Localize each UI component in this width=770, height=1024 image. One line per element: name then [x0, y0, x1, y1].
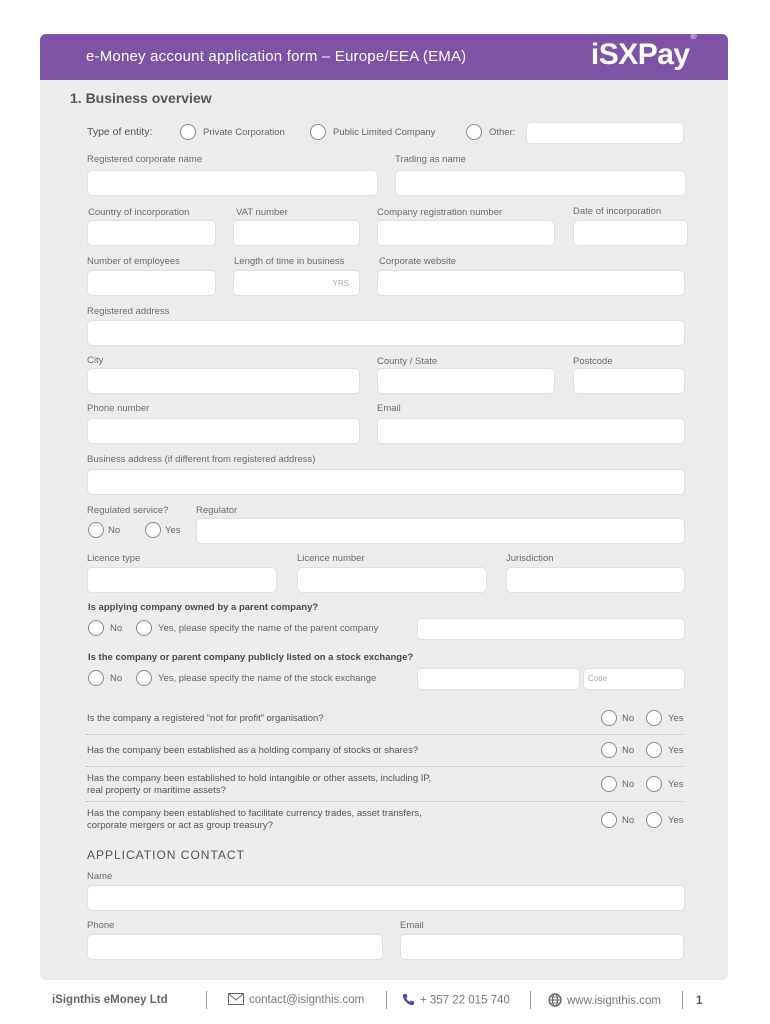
city-field[interactable]	[87, 368, 360, 394]
trading-name-label: Trading as name	[395, 154, 466, 165]
licence-number-label: Licence number	[297, 553, 365, 564]
option-label: No	[622, 779, 635, 790]
stock-exchange-field[interactable]	[417, 668, 580, 690]
time-business-field[interactable]: YRS	[233, 270, 360, 296]
treasury-yes-radio[interactable]	[646, 812, 662, 828]
option-label: No	[622, 713, 635, 724]
trading-name-field[interactable]	[395, 170, 686, 196]
company-reg-field[interactable]	[377, 220, 555, 246]
option-label: Yes, please specify the name of the stock exchange	[158, 673, 377, 684]
vat-field[interactable]	[233, 220, 360, 246]
contact-name-field[interactable]	[87, 885, 685, 911]
parent-no-radio[interactable]	[88, 620, 104, 636]
page-number: 1	[696, 995, 703, 1007]
county-field[interactable]	[377, 368, 555, 394]
footer-website[interactable]: www.isignthis.com	[548, 994, 661, 1008]
jurisdiction-field[interactable]	[506, 567, 685, 593]
treasury-question-line1: Has the company been established to facilitate currency trades, asset transfers,	[87, 808, 422, 819]
regulated-no-radio[interactable]	[88, 522, 104, 538]
footer-company: iSignthis eMoney Ltd	[52, 994, 168, 1006]
contact-email-label: Email	[400, 920, 424, 931]
contact-phone-field[interactable]	[87, 934, 383, 960]
section-title: 1. Business overview	[70, 90, 212, 106]
contact-phone-label: Phone	[87, 920, 115, 931]
holding-yes-radio[interactable]	[646, 742, 662, 758]
option-label: Yes	[668, 779, 684, 790]
globe-icon	[548, 993, 562, 1007]
entity-type-label: Type of entity:	[87, 126, 153, 138]
phone-field[interactable]	[87, 418, 360, 444]
reg-address-field[interactable]	[87, 320, 685, 346]
city-label: City	[87, 355, 104, 366]
regulated-yes-radio[interactable]	[145, 522, 161, 538]
footer-separator	[530, 991, 531, 1009]
website-field[interactable]	[377, 270, 685, 296]
option-label: No	[110, 623, 123, 634]
option-label: Private Corporation	[203, 127, 285, 138]
country-label: Country of incorporation	[88, 207, 190, 218]
postcode-field[interactable]	[573, 368, 685, 394]
contact-email-field[interactable]	[400, 934, 684, 960]
radio-private-corporation[interactable]	[180, 124, 196, 140]
email-label: Email	[377, 403, 401, 414]
assets-yes-radio[interactable]	[646, 776, 662, 792]
phone-label: Phone number	[87, 403, 150, 414]
employees-field[interactable]	[87, 270, 216, 296]
website-label: Corporate website	[379, 256, 457, 267]
footer-separator	[386, 991, 387, 1009]
option-label: Other:	[489, 127, 516, 138]
footer-separator	[682, 991, 683, 1009]
option-label: Yes	[165, 525, 181, 536]
regulated-label: Regulated service?	[87, 505, 169, 516]
option-label: Yes	[668, 815, 684, 826]
nfp-yes-radio[interactable]	[646, 710, 662, 726]
form-title: e-Money account application form – Europe/EEA (EMA)	[86, 48, 467, 65]
assets-no-radio[interactable]	[601, 776, 617, 792]
footer-email[interactable]: contact@isignthis.com	[228, 994, 364, 1006]
licence-type-label: Licence type	[87, 553, 141, 564]
option-label: No	[622, 745, 635, 756]
footer-phone[interactable]: + 357 22 015 740	[402, 994, 510, 1007]
contact-name-label: Name	[87, 871, 113, 882]
option-label: Yes	[668, 745, 684, 756]
company-reg-label: Company registration number	[377, 207, 503, 218]
regulator-label: Regulator	[196, 505, 238, 516]
parent-question: Is applying company owned by a parent company?	[88, 602, 319, 613]
parent-company-field[interactable]	[417, 618, 685, 640]
registered-name-field[interactable]	[87, 170, 378, 196]
footer	[0, 990, 770, 1014]
listed-question: Is the company or parent company publicly listed on a stock exchange?	[88, 652, 414, 663]
date-inc-label: Date of incorporation	[573, 206, 662, 217]
regulator-field[interactable]	[196, 518, 685, 544]
parent-yes-radio[interactable]	[136, 620, 152, 636]
divider	[86, 801, 684, 802]
divider	[86, 766, 684, 767]
nfp-no-radio[interactable]	[601, 710, 617, 726]
listed-yes-radio[interactable]	[136, 670, 152, 686]
county-label: County / State	[377, 356, 438, 367]
jurisdiction-label: Jurisdiction	[506, 553, 554, 564]
holding-no-radio[interactable]	[601, 742, 617, 758]
business-address-field[interactable]	[87, 469, 685, 495]
time-business-label: Length of time in business	[234, 256, 345, 267]
assets-question-line1: Has the company been established to hold intangible or other assets, including IP,	[87, 773, 432, 784]
phone-icon	[402, 993, 415, 1006]
option-label: No	[108, 525, 121, 536]
country-field[interactable]	[87, 220, 216, 246]
postcode-label: Postcode	[573, 356, 613, 367]
assets-question-line2: real property or maritime assets?	[87, 785, 226, 796]
envelope-icon	[228, 993, 244, 1005]
radio-public-limited-company[interactable]	[310, 124, 326, 140]
exchange-code-field[interactable]: Code	[583, 668, 685, 690]
licence-type-field[interactable]	[87, 567, 277, 593]
option-label: No	[110, 673, 123, 684]
option-label: No	[622, 815, 635, 826]
holding-question: Has the company been established as a holding company of stocks or shares?	[87, 745, 419, 756]
header-bar	[40, 34, 728, 80]
employees-label: Number of employees	[87, 256, 180, 267]
option-label: Yes	[668, 713, 684, 724]
vat-label: VAT number	[236, 207, 288, 218]
reg-address-label: Registered address	[87, 306, 170, 317]
email-field[interactable]	[377, 418, 685, 444]
footer-separator	[206, 991, 207, 1009]
licence-number-field[interactable]	[297, 567, 487, 593]
listed-no-radio[interactable]	[88, 670, 104, 686]
registered-name-label: Registered corporate name	[87, 154, 203, 165]
contact-section-title: APPLICATION CONTACT	[87, 848, 245, 862]
divider	[86, 734, 684, 735]
radio-other[interactable]	[466, 124, 482, 140]
business-address-label: Business address (if different from registered address)	[87, 454, 316, 465]
isxpay-logo: iSXPay®	[590, 32, 696, 71]
other-entity-field[interactable]	[526, 122, 684, 144]
option-label: Public Limited Company	[333, 127, 436, 138]
treasury-no-radio[interactable]	[601, 812, 617, 828]
nfp-question: Is the company a registered “not for profit” organisation?	[87, 713, 324, 724]
treasury-question-line2: corporate mergers or act as group treasury?	[87, 820, 273, 831]
date-inc-field[interactable]	[573, 220, 688, 246]
option-label: Yes, please specify the name of the parent company	[158, 623, 379, 634]
